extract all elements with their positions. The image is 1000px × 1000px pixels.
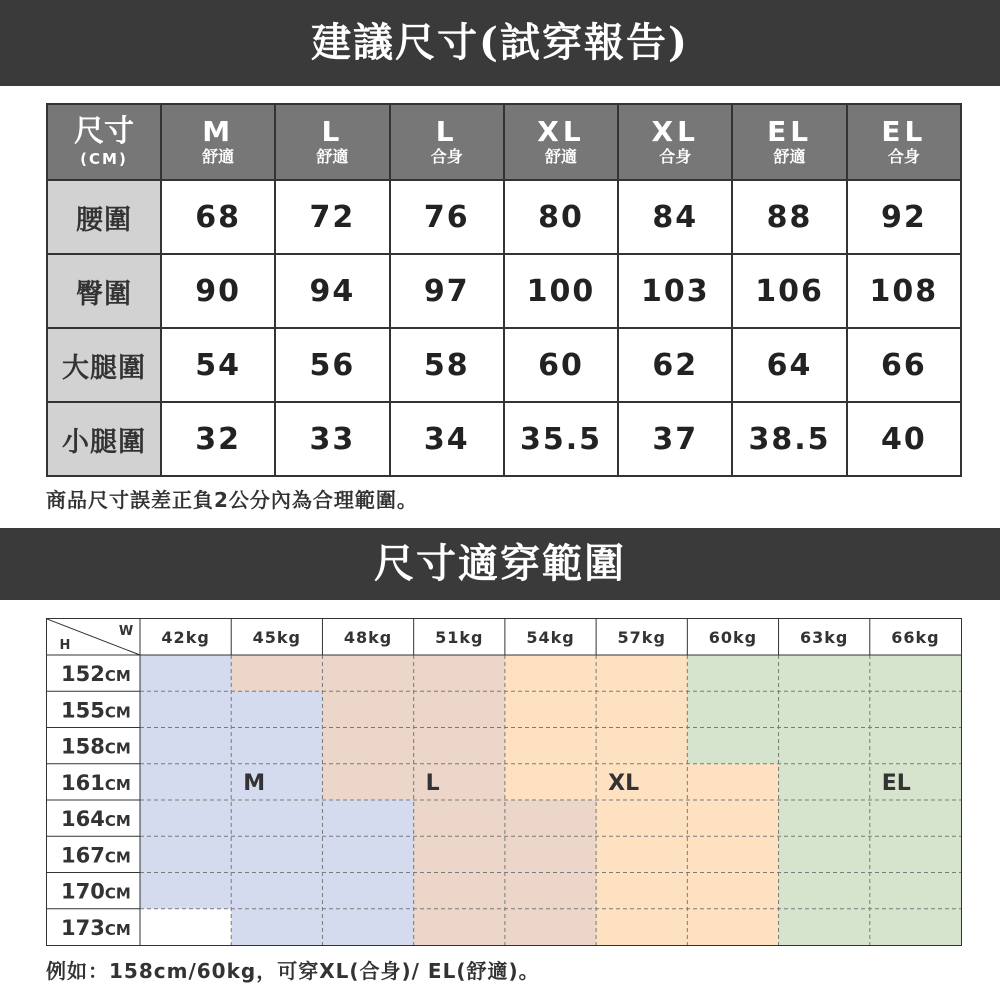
col-header [504, 104, 618, 180]
table-cell: 84 [618, 180, 732, 254]
fit-cell [687, 909, 779, 945]
table-cell: 106 [732, 254, 846, 328]
size-label: EL [881, 115, 927, 148]
height-label [61, 916, 131, 940]
fit-cell [687, 836, 779, 873]
table-cell: 40 [847, 402, 961, 476]
fit-cell [687, 691, 779, 728]
fit-cell [779, 800, 871, 837]
weight-label: 60kg [708, 628, 758, 647]
fit-cell [779, 873, 871, 910]
fit-cell [231, 836, 323, 873]
height-unit: CM [104, 703, 131, 722]
fit-cell [414, 836, 506, 873]
height-unit: CM [104, 884, 131, 903]
size-table-corner [47, 104, 161, 180]
fit-cell [140, 909, 232, 945]
table-cell: 58 [390, 328, 504, 402]
fit-label: 舒適 [544, 147, 577, 166]
fit-cell [322, 764, 414, 801]
fit-cell [322, 691, 414, 728]
size-label: XL [651, 115, 699, 148]
fit-cell [505, 728, 597, 765]
height-value: 167 [61, 843, 105, 868]
fit-label: 合身 [887, 147, 920, 166]
fit-cell [779, 764, 871, 801]
corner-height-label: H [59, 638, 71, 653]
fit-cell [870, 800, 961, 837]
fit-cell [322, 836, 414, 873]
height-unit: CM [104, 920, 131, 939]
fit-cell [414, 800, 506, 837]
fit-cell [414, 873, 506, 910]
fit-cell [231, 800, 323, 837]
table-cell: 62 [618, 328, 732, 402]
fit-cell [596, 655, 688, 692]
fit-cell [870, 909, 961, 945]
fit-cell [596, 909, 688, 945]
height-unit: CM [104, 848, 131, 867]
table-cell: 37 [618, 402, 732, 476]
size-table [46, 103, 962, 477]
col-header [618, 104, 732, 180]
fit-cell [231, 728, 323, 765]
table-cell: 35.5 [504, 402, 618, 476]
fit-cell [870, 655, 961, 692]
height-label [61, 735, 131, 759]
fit-cell [414, 655, 506, 692]
table-row [47, 402, 961, 476]
table-cell: 88 [732, 180, 846, 254]
fit-cell [414, 909, 506, 945]
table-cell: 80 [504, 180, 618, 254]
zone-label: L [425, 770, 440, 796]
size-label: XL [537, 115, 585, 148]
height-unit: CM [104, 812, 131, 831]
height-value: 152 [61, 662, 105, 687]
height-unit: CM [104, 739, 131, 758]
table-cell: 34 [390, 402, 504, 476]
fit-cell [231, 909, 323, 945]
fit-label: 舒適 [316, 147, 349, 166]
height-label [61, 807, 131, 831]
fit-cell [505, 909, 597, 945]
col-header [732, 104, 846, 180]
fit-cell [322, 728, 414, 765]
row-label-waist: 腰圍 [47, 180, 161, 254]
fit-cell [231, 655, 323, 692]
fit-cell [596, 691, 688, 728]
col-header [390, 104, 504, 180]
table-cell: 72 [275, 180, 389, 254]
fit-cell [505, 836, 597, 873]
height-value: 161 [61, 770, 105, 795]
height-label [61, 771, 131, 795]
fit-cell [687, 800, 779, 837]
zone-label: M [243, 770, 266, 796]
fit-cell [779, 655, 871, 692]
example-note: 例如：158cm/60kg，可穿XL(合身)/ EL(舒適)。 [46, 959, 540, 983]
fit-cell [231, 691, 323, 728]
table-cell: 100 [504, 254, 618, 328]
weight-label: 51kg [435, 628, 484, 647]
fit-label: 舒適 [202, 147, 235, 166]
fit-label: 合身 [659, 147, 692, 166]
fit-cell [140, 691, 232, 728]
size-label: EL [767, 115, 813, 148]
fit-cell [596, 728, 688, 765]
height-value: 155 [61, 698, 105, 723]
height-value: 158 [61, 734, 105, 759]
fit-cell [140, 873, 232, 910]
fit-cell [505, 873, 597, 910]
tolerance-note: 商品尺寸誤差正負2公分內為合理範圍。 [46, 488, 418, 512]
row-label-hip: 臀圍 [47, 254, 161, 328]
table-cell: 68 [161, 180, 275, 254]
fit-cell [322, 655, 414, 692]
table-cell: 108 [847, 254, 961, 328]
fit-cell [870, 728, 961, 765]
table-cell: 103 [618, 254, 732, 328]
size-report-banner: 建議尺寸(試穿報告) [0, 0, 1000, 86]
col-header [275, 104, 389, 180]
weight-label: 54kg [526, 628, 575, 647]
weight-label: 57kg [617, 628, 666, 647]
fit-cell [231, 873, 323, 910]
fit-cell [870, 873, 961, 910]
table-cell: 92 [847, 180, 961, 254]
weight-label: 63kg [799, 628, 849, 647]
height-value: 173 [61, 915, 105, 940]
fit-cell [414, 728, 506, 765]
height-label [61, 662, 131, 686]
fit-cell [779, 909, 871, 945]
fit-cell [140, 728, 232, 765]
fit-label: 合身 [430, 147, 463, 166]
table-cell: 33 [275, 402, 389, 476]
corner-weight-label: W [118, 624, 134, 639]
weight-label: 66kg [891, 628, 940, 647]
table-cell: 76 [390, 180, 504, 254]
row-label-calf: 小腿圍 [47, 402, 161, 476]
weight-label: 45kg [252, 628, 302, 647]
fit-cell [505, 691, 597, 728]
size-header-row [47, 104, 961, 180]
height-label [61, 843, 131, 867]
zone-label: XL [608, 770, 640, 796]
table-row [47, 180, 961, 254]
table-cell: 54 [161, 328, 275, 402]
weight-label: 42kg [161, 628, 210, 647]
weight-label: 48kg [343, 628, 393, 647]
zone-label: EL [881, 770, 911, 796]
table-row [47, 254, 961, 328]
fit-cell [779, 691, 871, 728]
corner-label: 尺寸 [74, 114, 134, 149]
fit-cell [596, 800, 688, 837]
height-unit: CM [104, 775, 131, 794]
fit-cell [687, 655, 779, 692]
fit-cell [140, 764, 232, 801]
table-cell: 32 [161, 402, 275, 476]
table-cell: 97 [390, 254, 504, 328]
fit-cell [140, 800, 232, 837]
fit-cell [322, 873, 414, 910]
height-unit: CM [104, 667, 131, 686]
fit-cell [140, 836, 232, 873]
table-cell: 64 [732, 328, 846, 402]
height-value: 164 [61, 807, 105, 832]
fit-cell [505, 764, 597, 801]
size-label: L [321, 115, 344, 148]
table-cell: 94 [275, 254, 389, 328]
height-value: 170 [61, 879, 105, 904]
fit-cell [322, 909, 414, 945]
height-label [61, 880, 131, 904]
fit-cell [687, 764, 779, 801]
fit-cell [505, 800, 597, 837]
fit-cell [870, 836, 961, 873]
fit-cell [140, 655, 232, 692]
fit-range-chart [46, 618, 962, 946]
table-cell: 56 [275, 328, 389, 402]
fit-cell [322, 800, 414, 837]
table-cell: 60 [504, 328, 618, 402]
fit-cell [870, 691, 961, 728]
fit-range-grid [47, 619, 961, 945]
fit-cell [596, 836, 688, 873]
size-label: L [435, 115, 458, 148]
fit-range-banner: 尺寸適穿範圍 [0, 528, 1000, 600]
fit-cell [779, 836, 871, 873]
fit-cell [687, 873, 779, 910]
row-label-thigh: 大腿圍 [47, 328, 161, 402]
fit-cell [687, 728, 779, 765]
col-header [847, 104, 961, 180]
fit-cell [779, 728, 871, 765]
fit-cell [505, 655, 597, 692]
corner-unit: (CM) [80, 150, 128, 168]
table-cell: 90 [161, 254, 275, 328]
table-row [47, 328, 961, 402]
table-cell: 38.5 [732, 402, 846, 476]
fit-label: 舒適 [773, 147, 806, 166]
table-cell: 66 [847, 328, 961, 402]
col-header [161, 104, 275, 180]
fit-cell [596, 873, 688, 910]
size-label: M [202, 115, 235, 148]
fit-cell [414, 691, 506, 728]
height-label [61, 698, 131, 722]
